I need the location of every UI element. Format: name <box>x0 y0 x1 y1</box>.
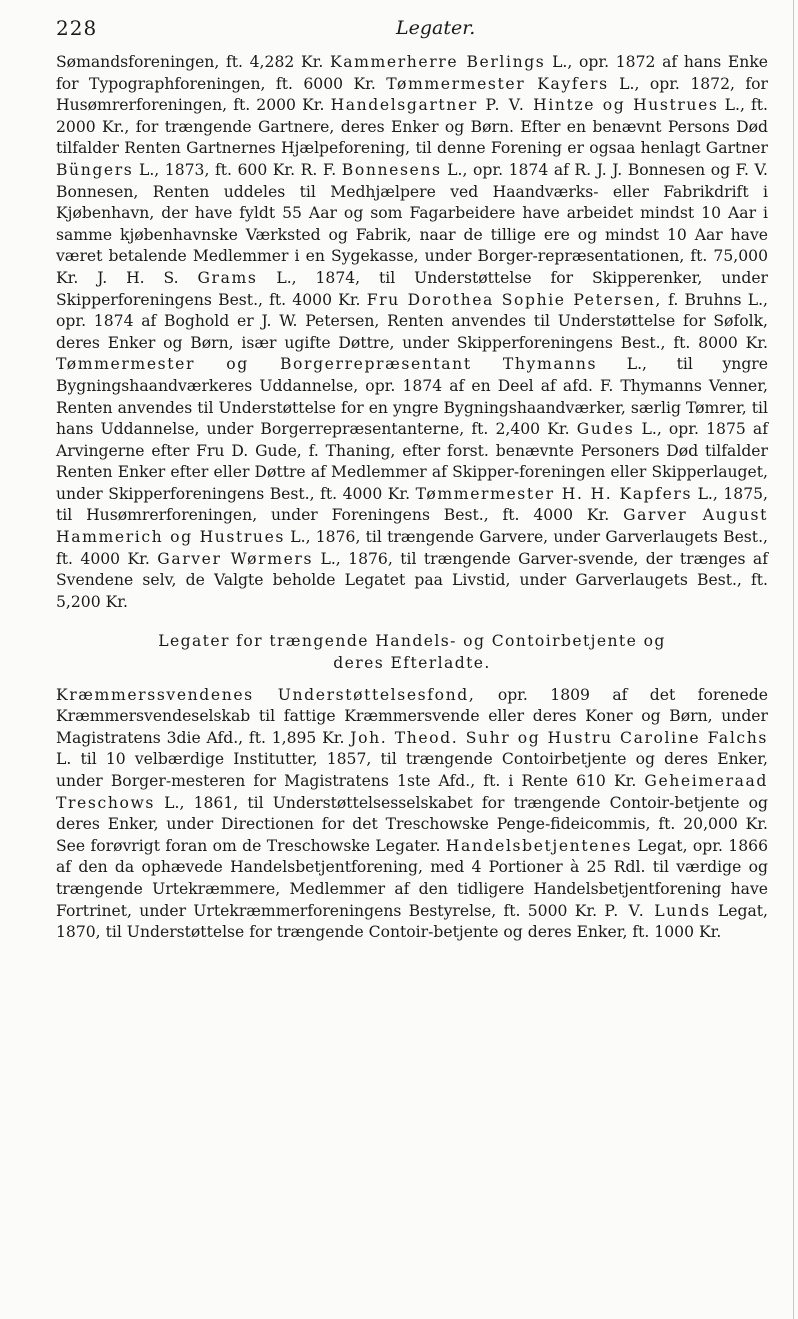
text-run: L., 1876, til trængende Garver-svende, der trænges af Svendene selv, de Valgte beholde Legatet paa Livstid, under Garverlaugets Best., ft. 5,200 Kr. <box>56 549 768 611</box>
page-header <box>56 16 756 46</box>
section-heading-line: deres Efterladte. <box>333 654 491 673</box>
legate-name: Garver August Hammerich og Hustrues <box>56 506 768 547</box>
legate-name: Kræmmerssvendenes Understøttelsesfond, <box>56 685 476 704</box>
legate-name: Bonnesens <box>341 160 442 179</box>
legate-name: Gudes <box>576 420 635 439</box>
legate-name: Büngers <box>56 160 134 179</box>
running-head: Legater. <box>396 17 476 39</box>
legate-name: Tømmermester Kayfers <box>386 74 609 93</box>
section-heading-line: Legater for trængende Handels- og Contoirbetjente og <box>158 632 666 651</box>
text-run: L., 1876, til trængende Garvere, under Garverlaugets Best., ft. 4000 Kr. <box>56 528 768 568</box>
legate-name: Grams <box>197 268 258 287</box>
page-edge-rule <box>793 0 794 1319</box>
text-run: L., til yngre Bygningshaandværkeres Uddannelse, opr. 1874 af en Deel af afd. F. Thymanns Venner, Renten anvendes til Understøttelse for en yngre Bygningshaandværker, særlig Tømrer, til hans Uddannelse, under Borgerrepræsentanterne, ft. 2,400 Kr. <box>56 355 768 439</box>
text-run: opr. 1809 af det forenede Kræmmersvendeselskab til fattige Kræmmersvende eller deres Koner og Børn, under Magistratens 3die Afd., ft. 1,895 Kr. <box>56 685 769 747</box>
section-heading <box>56 631 768 674</box>
text-run: L., opr. 1872 af hans Enke for Typographforeningen, ft. 6000 Kr. <box>56 53 768 93</box>
legate-name: P. V. Lunds <box>604 901 711 920</box>
legate-name: Handelsbetjentenes <box>445 836 633 855</box>
text-run: L., opr. 1874 af R. J. J. Bonnesen og F. V. Bonnesen, Renten uddeles til Medhjælpere ved Haandværks- eller Fabrikdrift i Kjøbenhavn, der have fyldt 55 Aar og som Fagarbeidere have arbeidet mindst 10 Aar i samme kjøbenhavnske Værksted og Fabrik, naar de tillige ere og mindst 10 Aar have været betalende Medlemmer i en Sygekasse, under Borger-repræsentationen, ft. 75,000 Kr. J. H. S. <box>56 160 768 287</box>
text-run: L., opr. 1875 af Arvingerne efter Fru D. Gude, f. Thaning, efter forst. benævnte Personers Død tilfalder Renten Enker efter eller Døttre af Medlemmer af Skipper-foreningen eller Skipperlauget, under Skipperforeningens Best., ft. 4000 Kr. <box>56 420 768 503</box>
text-run: f. Bruhns L., opr. 1874 af Boghold er J. W. Petersen, Renten anvendes til Understøttelse for Søfolk, deres Enker og Børn, især ugifte Døttre, under Skipperforeningens Best., ft. 8000 Kr. <box>56 290 768 352</box>
legate-name: Kammerherre Berlings <box>329 53 546 71</box>
text-run: L., opr. 1872, for Husømrerforeningen, ft. 2000 Kr. <box>56 74 769 115</box>
text-run: L., 1875, til Husømrerforeningen, under Foreningens Best., ft. 4000 Kr. <box>56 484 768 525</box>
legate-name: Garver Wørmers <box>157 549 314 568</box>
text-run: Legat, opr. 1866 af den da ophævede Handelsbetjentforening, med 4 Portioner à 25 Rdl. til værdige og trængende Urtekræmmere, Medlemmer af den tidligere Handelsbetjentforening have Fortrinet, under Urtekræmmerforeningens Bestyrelse, ft. 5000 Kr. <box>56 836 768 920</box>
legate-name: Handelsgartner P. V. Hintze og Hustrues <box>330 96 719 115</box>
legacy-paragraph <box>56 52 768 613</box>
legate-name: Joh. Theod. Suhr og Hustru Caroline Falchs <box>350 728 768 747</box>
legate-name: Fru Dorothea Sophie Petersen, <box>366 290 662 309</box>
text-run: L., 1874, til Understøttelse for Skipperenker, under Skipperforeningens Best., ft. 4000 Kr. <box>56 268 768 309</box>
section-paragraph <box>56 685 768 944</box>
page-number: 228 <box>56 16 98 40</box>
body-text <box>56 52 768 944</box>
legate-name: Geheimeraad Treschows <box>56 772 768 812</box>
text-run: Legat, 1870, til Understøttelse for trængende Contoir-betjente og deres Enker, ft. 1000 Kr. <box>56 901 768 942</box>
text-run: L., 1861, til Understøttelsesselskabet for trængende Contoir-betjente og deres Enker, under Directionen for det Treschowske Penge-fideicommis, ft. 20,000 Kr. See forøvrigt foran om de Treschowske Legater. <box>56 793 768 855</box>
text-run: L., ft. 2000 Kr., for trængende Gartnere, deres Enker og Børn. Efter en benævnt Persons Død tilfalder Renten Gartnernes Hjælpeforening, til denne Forening er ogsaa henlagt Gartner <box>56 96 768 158</box>
legate-name: Tømmermester og Borgerrepræsentant Thymanns <box>56 355 598 374</box>
text-run: Sømandsforeningen, ft. 4,282 Kr. <box>56 53 330 71</box>
text-run: L., 1873, ft. 600 Kr. R. F. <box>133 160 342 179</box>
legate-name: Tømmermester H. H. Kapfers <box>415 484 693 503</box>
text-run: L. til 10 velbærdige Institutter, 1857, til trængende Contoirbetjente og deres Enker, under Borger-mesteren for Magistratens 1ste Afd., ft. i Rente 610 Kr. <box>56 750 768 790</box>
